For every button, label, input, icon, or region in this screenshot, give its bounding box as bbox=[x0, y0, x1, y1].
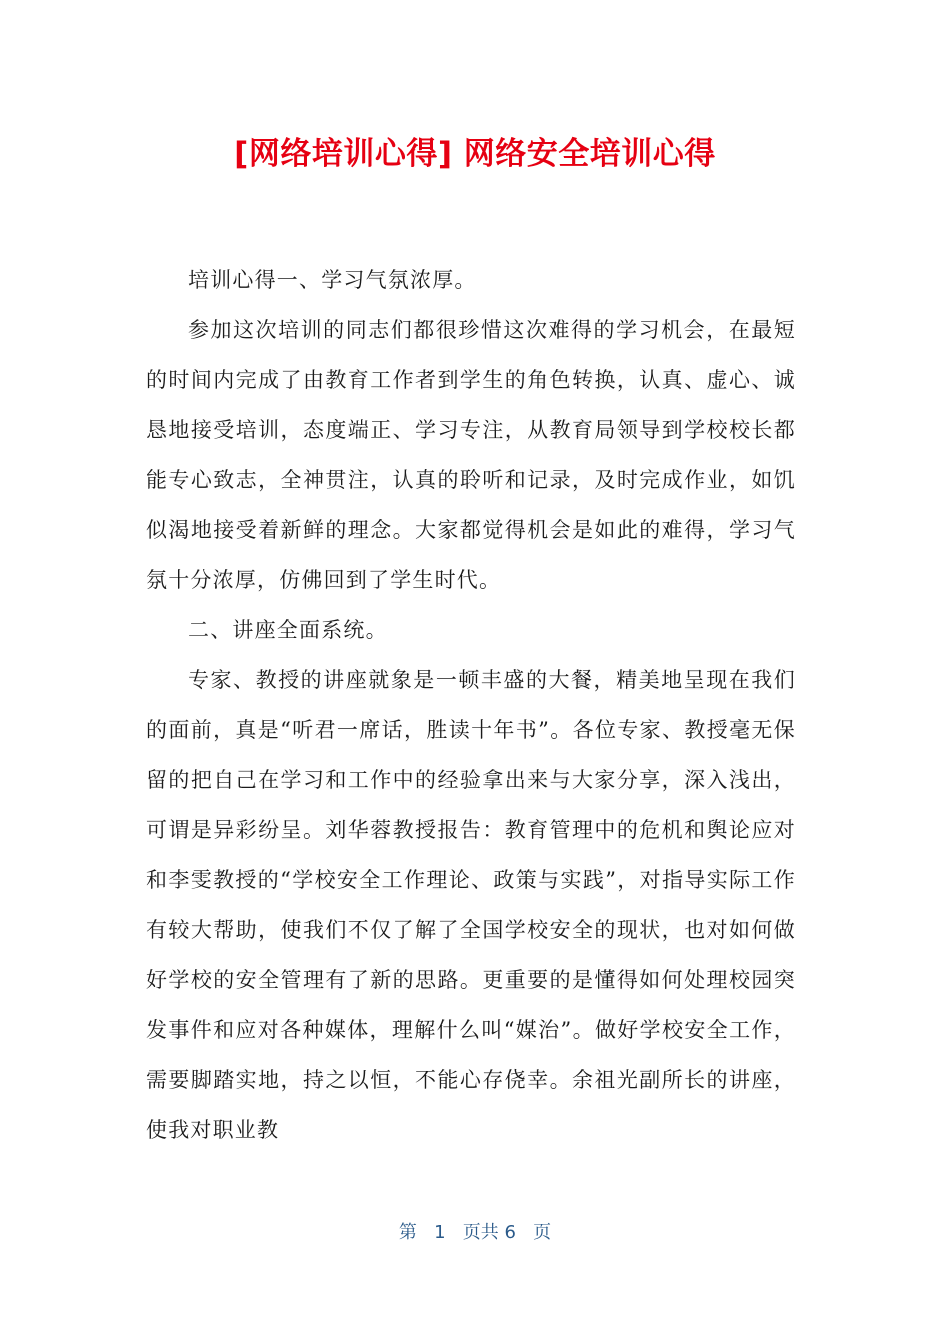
paragraph-4: 专家、教授的讲座就象是一顿丰盛的大餐，精美地呈现在我们的面前，真是“听君一席话，胜读十年书”。各位专家、教授毫无保留的把自己在学习和工作中的经验拿出来与大家分享，深入浅出，可谓是异彩纷呈。刘华蓉教授报告：教育管理中的危机和舆论应对和李雯教授的“学校安全工作理论、政策与实践”，对指导实际工作有较大帮助，使我们不仅了解了全国学校安全的现状，也对如何做好学校的安全管理有了新的思路。更重要的是懂得如何处理校园突发事件和应对各种媒体，理解什么叫“媒治”。做好学校安全工作，需要脚踏实地，持之以恒，不能心存侥幸。余祖光副所长的讲座，使我对职业教 bbox=[146, 668, 796, 1142]
page-footer bbox=[0, 1220, 950, 1246]
footer-page-suffix: 页 bbox=[533, 1222, 552, 1243]
footer-page-middle: 页共 bbox=[462, 1222, 499, 1243]
paragraph-1: 培训心得一、学习气氛浓厚。 bbox=[188, 268, 477, 292]
paragraph-3: 二、讲座全面系统。 bbox=[188, 618, 388, 642]
paragraph-2: 参加这次培训的同志们都很珍惜这次难得的学习机会，在最短的时间内完成了由教育工作者到学生的角色转换，认真、虚心、诚恳地接受培训，态度端正、学习专注，从教育局领导到学校校长都能专心致志，全神贯注，认真的聆听和记录，及时完成作业，如饥似渴地接受着新鲜的理念。大家都觉得机会是如此的难得，学习气氛十分浓厚，仿佛回到了学生时代。 bbox=[146, 318, 796, 592]
footer-current-page: 1 bbox=[434, 1222, 446, 1243]
document-body bbox=[146, 255, 796, 1155]
document-title: [网络培训心得] 网络安全培训心得 bbox=[234, 136, 716, 172]
footer-total-pages: 6 bbox=[504, 1222, 516, 1243]
footer-page-prefix: 第 bbox=[398, 1222, 417, 1243]
